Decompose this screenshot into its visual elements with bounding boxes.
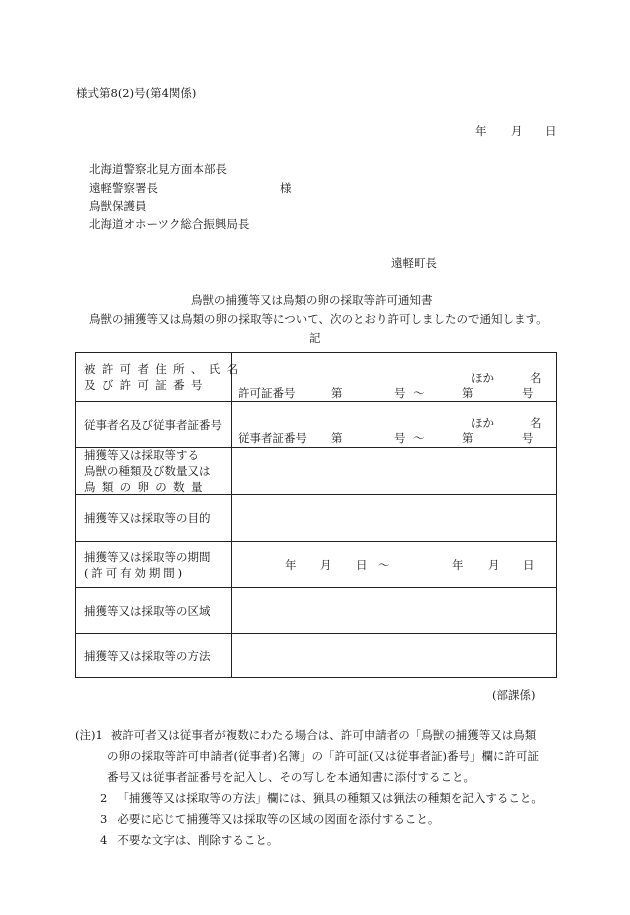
note-3: 3 必要に応じて捕獲等又は採取等の区域の図面を添付すること。 <box>100 812 440 826</box>
permit-table <box>75 352 557 678</box>
row1-dai-end: 第 <box>462 386 474 400</box>
row1-mei: 名 <box>530 371 542 385</box>
notes-section <box>75 725 575 851</box>
row1-go-end: 号 <box>522 386 534 400</box>
row-method <box>76 634 556 677</box>
form-number: 様式第8(2)号(第4関係) <box>76 86 197 100</box>
row2-go-start: 号 <box>394 431 406 445</box>
note-4: 4 不要な文字は、削除すること。 <box>100 833 279 847</box>
document-title: 鳥獣の捕獲等又は鳥類の卵の採取等許可通知書 <box>191 293 433 307</box>
intro-text: 鳥獣の捕獲等又は鳥類の卵の採取等について、次のとおり許可しましたので通知します。 <box>89 312 548 326</box>
recipient-police-station: 遠軽警察署長 <box>89 181 158 195</box>
row2-hoka: ほか <box>471 416 494 430</box>
row1-dai-start: 第 <box>331 386 343 400</box>
row2-go-end: 号 <box>522 431 534 445</box>
row-area <box>76 588 556 634</box>
issuer: 遠軽町長 <box>391 256 437 270</box>
row5-label-line1: 捕獲等又は採取等の期間 <box>84 549 211 564</box>
date-day: 日 <box>545 124 557 138</box>
row1-label-line1: 被許可者住所、氏名 <box>84 362 245 376</box>
permit-no-label: 許可証番号 <box>238 386 296 400</box>
honorific: 様 <box>280 181 292 195</box>
note-1-line2: の卵の採取等許可申請者(従事者)名簿」の「許可証(又は従事者証)番号」欄に許可証 <box>107 749 539 763</box>
period-end-day: 日 <box>523 558 535 572</box>
recipient-police-hq: 北海道警察北見方面本部長 <box>89 162 227 176</box>
row3-label-line2: 鳥獣の種類及び数量又は <box>84 464 211 478</box>
row-purpose <box>76 495 556 542</box>
recipient-subprefecture: 北海道オホーツク総合振興局長 <box>89 217 250 231</box>
period-start-day: 日 <box>356 558 368 572</box>
row4-label: 捕獲等又は採取等の目的 <box>84 511 211 525</box>
row3-label-line3: 鳥類の卵の数量 <box>84 480 209 494</box>
note-prefix: (注)1 <box>75 728 103 742</box>
row-species-quantity <box>76 448 556 495</box>
period-end-year: 年 <box>452 558 464 572</box>
row1-label-line2: 及び許可証番号 <box>84 378 209 392</box>
row7-label: 捕獲等又は採取等の方法 <box>84 648 211 663</box>
date-month: 月 <box>511 124 523 138</box>
row-workers <box>76 402 556 448</box>
note-1-line3: 番号又は従事者証番号を記入し、その写しを本通知書に添付すること。 <box>107 770 475 784</box>
row3-label-line1: 捕獲等又は採取等する <box>84 448 199 462</box>
period-start-year: 年 <box>285 558 297 572</box>
row2-dai-start: 第 <box>331 431 343 445</box>
date-year: 年 <box>475 124 487 138</box>
department-note: (部課係) <box>492 688 536 702</box>
worker-no-label: 従事者証番号 <box>238 431 307 445</box>
row2-mei: 名 <box>530 416 542 430</box>
period-start-month: 月 <box>320 558 332 572</box>
row5-label-line2: (許可有効期間) <box>84 565 185 580</box>
row2-tilde: ～ <box>413 431 425 445</box>
row1-hoka: ほか <box>471 371 494 385</box>
row1-go-start: 号 <box>394 386 406 400</box>
ki-marker: 記 <box>309 331 321 345</box>
period-tilde: ～ <box>378 558 390 572</box>
recipient-wildlife-officer: 鳥獣保護員 <box>89 199 147 213</box>
note-2: 2 「捕獲等又は採取等の方法」欄には、猟具の種類又は猟法の種類を記入すること。 <box>100 791 543 805</box>
row1-tilde: ～ <box>413 386 425 400</box>
row-period <box>76 542 556 588</box>
row6-label: 捕獲等又は採取等の区域 <box>84 603 211 618</box>
row2-dai-end: 第 <box>462 431 474 445</box>
row2-label: 従事者名及び従事者証番号 <box>84 417 222 432</box>
row-permit-holder <box>76 353 556 402</box>
period-end-month: 月 <box>488 558 500 572</box>
note-1-line1: (注)1 被許可者又は従事者が複数にわたる場合は、許可申請者の「鳥獣の捕獲等又は鳥類 <box>75 728 537 742</box>
